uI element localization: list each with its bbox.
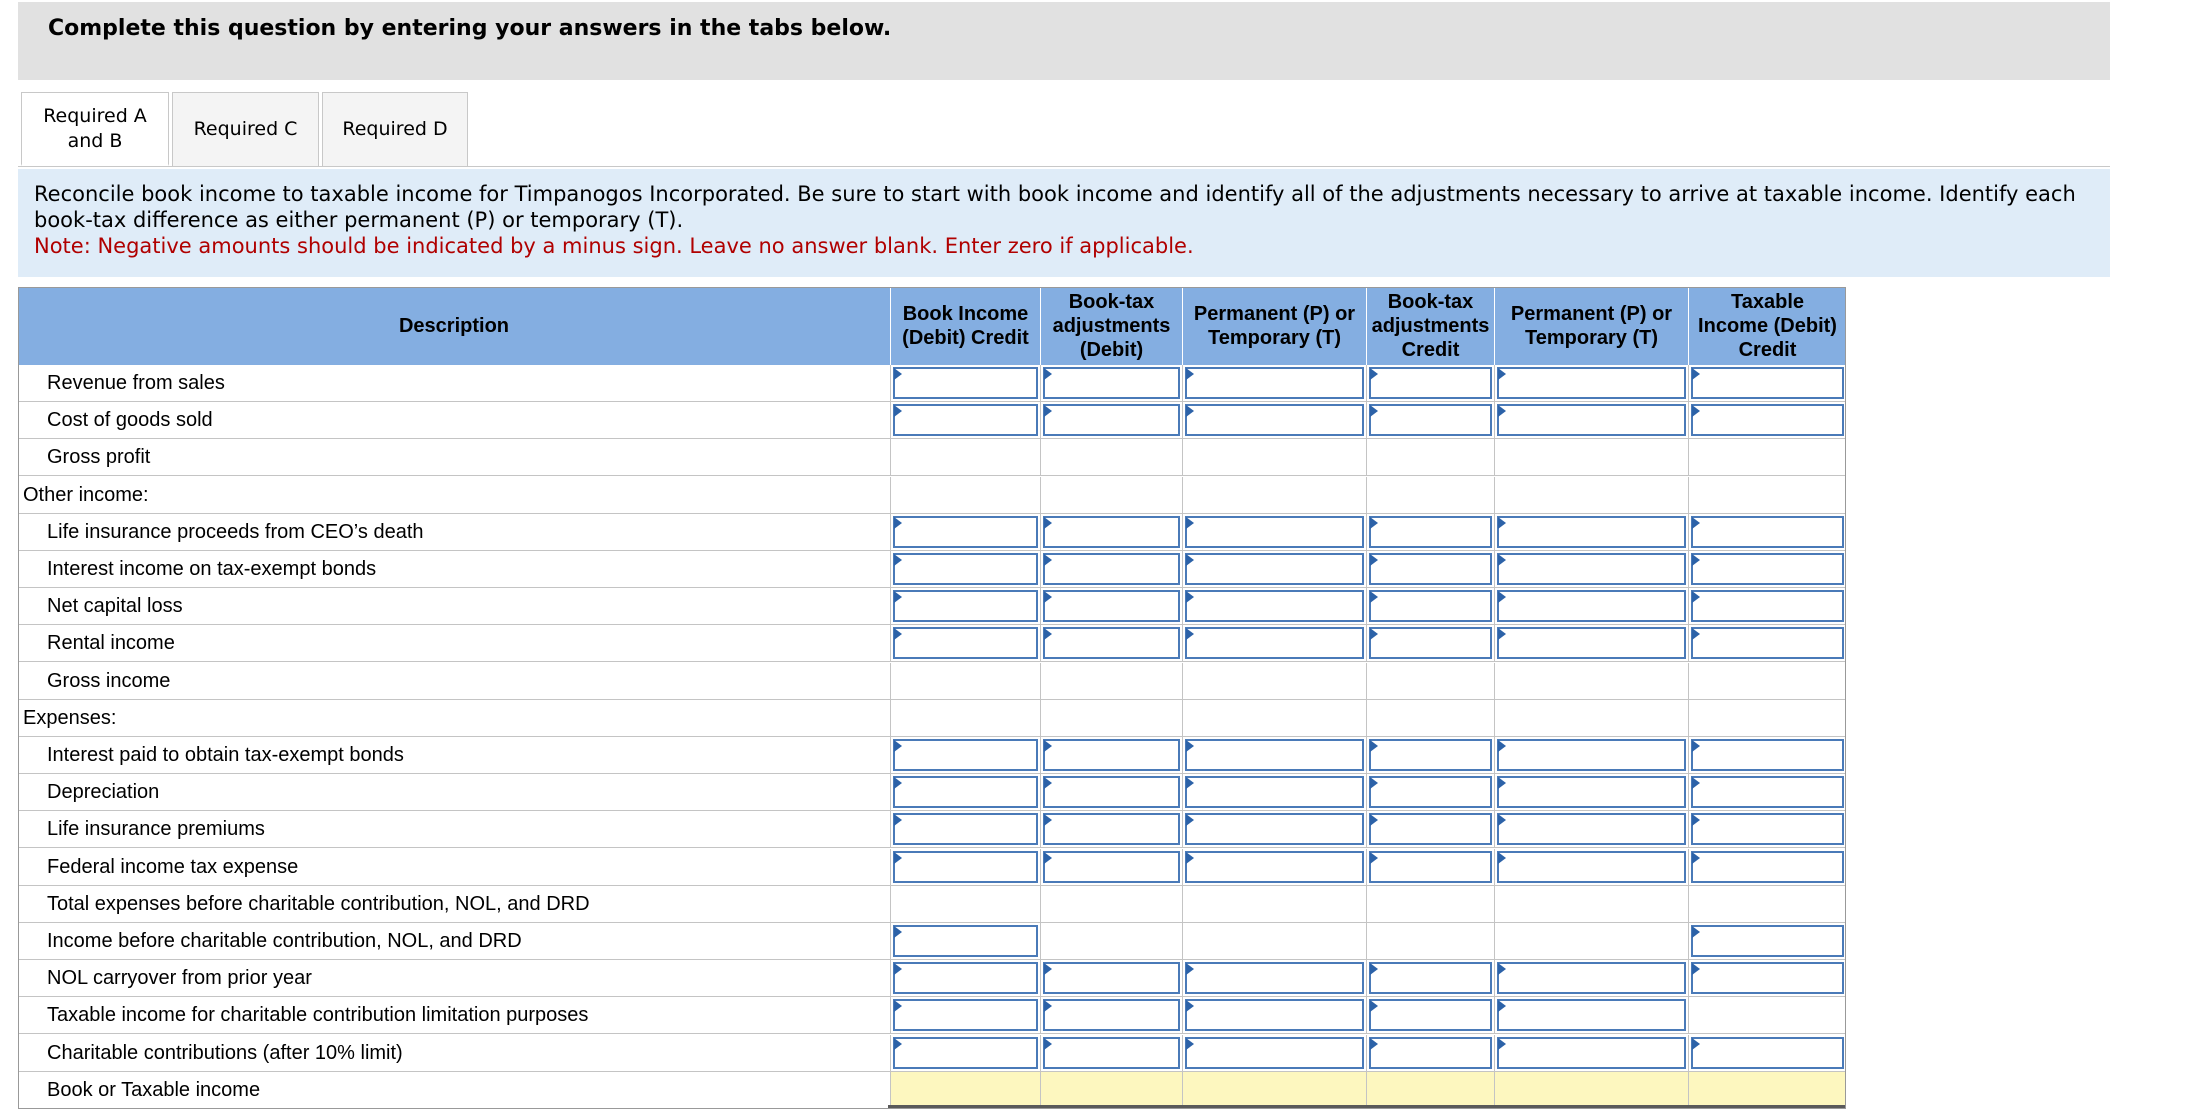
header-text: Book-tax (1387, 291, 1474, 313)
permanent-temporary-1-input[interactable] (1185, 962, 1364, 994)
book-income-input[interactable] (893, 739, 1038, 771)
cell-taxable-income (1689, 1035, 1846, 1071)
cell-book-tax-debit (1041, 663, 1183, 699)
cell-taxable-income (1689, 588, 1846, 624)
cell-book-tax-credit (1367, 365, 1495, 401)
row-description: Revenue from sales (18, 365, 891, 401)
permanent-temporary-1-input[interactable] (1185, 999, 1364, 1031)
header-text: (Debit) Credit (902, 327, 1029, 349)
header-description-label: Description (398, 315, 510, 337)
header-permanent-temporary-1 (1183, 287, 1367, 365)
cell-permanent-temporary-2 (1495, 960, 1689, 996)
tab-required-c[interactable] (172, 92, 319, 166)
cell-permanent-temporary-2 (1495, 588, 1689, 624)
book-tax-credit-input[interactable] (1369, 776, 1492, 808)
cell-taxable-income (1689, 849, 1846, 885)
table-row (18, 663, 1846, 700)
taxable-income-input[interactable] (1691, 962, 1844, 994)
book-tax-debit-input[interactable] (1043, 516, 1180, 548)
row-description: Expenses: (18, 700, 891, 736)
book-tax-credit-input[interactable] (1369, 962, 1492, 994)
book-income-input[interactable] (893, 962, 1038, 994)
row-description: Charitable contributions (after 10% limit) (18, 1035, 891, 1071)
cell-book-income (891, 960, 1041, 996)
permanent-temporary-1-input[interactable] (1185, 367, 1364, 399)
permanent-temporary-2-input[interactable] (1497, 851, 1686, 883)
cell-permanent-temporary-1 (1183, 886, 1367, 922)
cell-book-tax-debit (1041, 588, 1183, 624)
table-row (18, 997, 1846, 1034)
permanent-temporary-1-input[interactable] (1185, 516, 1364, 548)
table-row (18, 402, 1846, 439)
cell-permanent-temporary-1 (1183, 923, 1367, 959)
book-income-input[interactable] (893, 516, 1038, 548)
cell-permanent-temporary-1 (1183, 960, 1367, 996)
cell-permanent-temporary-1 (1183, 365, 1367, 401)
row-description: NOL carryover from prior year (18, 960, 891, 996)
cell-book-income (891, 997, 1041, 1033)
cell-permanent-temporary-1 (1183, 1035, 1367, 1071)
cell-book-tax-credit (1367, 774, 1495, 810)
cell-permanent-temporary-2 (1495, 402, 1689, 438)
header-text: Credit (1738, 339, 1797, 361)
cell-taxable-income (1689, 663, 1846, 699)
cell-permanent-temporary-2 (1495, 1072, 1689, 1108)
cell-book-tax-debit (1041, 477, 1183, 513)
tab-required-d[interactable] (322, 92, 468, 166)
table-row (18, 774, 1846, 811)
permanent-temporary-1-input[interactable] (1185, 590, 1364, 622)
book-income-input[interactable] (893, 404, 1038, 436)
taxable-income-input[interactable] (1691, 590, 1844, 622)
cell-book-tax-debit (1041, 402, 1183, 438)
header-text: Taxable (1731, 291, 1804, 313)
cell-book-income (891, 1072, 1041, 1108)
header-text: (Debit) (1079, 339, 1144, 361)
instructions-note: Note: Negative amounts should be indicated by a minus sign. Leave no answer blank. Enter zero if applicable. (34, 234, 1194, 258)
book-tax-debit-input[interactable] (1043, 851, 1180, 883)
cell-book-tax-credit (1367, 588, 1495, 624)
taxable-income-input[interactable] (1691, 367, 1844, 399)
cell-permanent-temporary-2 (1495, 625, 1689, 661)
cell-book-income (891, 514, 1041, 550)
cell-taxable-income (1689, 811, 1846, 847)
cell-taxable-income (1689, 737, 1846, 773)
book-tax-debit-input[interactable] (1043, 999, 1180, 1031)
cell-book-tax-debit (1041, 700, 1183, 736)
row-description: Interest paid to obtain tax-exempt bonds (18, 737, 891, 773)
cell-book-income (891, 365, 1041, 401)
cell-permanent-temporary-1 (1183, 663, 1367, 699)
cell-book-income (891, 737, 1041, 773)
total-row-underline (888, 1105, 1846, 1109)
cell-permanent-temporary-1 (1183, 997, 1367, 1033)
row-description: Life insurance proceeds from CEO’s death (18, 514, 891, 550)
cell-taxable-income (1689, 923, 1846, 959)
cell-permanent-temporary-1 (1183, 439, 1367, 475)
cell-permanent-temporary-2 (1495, 886, 1689, 922)
book-tax-debit-input[interactable] (1043, 404, 1180, 436)
tab-required-a-and-b[interactable] (21, 92, 169, 166)
row-description: Life insurance premiums (18, 811, 891, 847)
cell-book-tax-credit (1367, 1035, 1495, 1071)
cell-book-tax-credit (1367, 1072, 1495, 1108)
cell-permanent-temporary-2 (1495, 663, 1689, 699)
cell-taxable-income (1689, 997, 1846, 1033)
table-row (18, 700, 1846, 737)
permanent-temporary-1-input[interactable] (1185, 627, 1364, 659)
cell-book-tax-credit (1367, 700, 1495, 736)
cell-permanent-temporary-1 (1183, 551, 1367, 587)
header-text: adjustments (1052, 315, 1171, 337)
header-book-income (891, 287, 1041, 365)
book-tax-credit-input[interactable] (1369, 999, 1492, 1031)
permanent-temporary-1-input[interactable] (1185, 776, 1364, 808)
cell-permanent-temporary-2 (1495, 923, 1689, 959)
header-text: adjustments (1371, 315, 1490, 337)
cell-book-income (891, 477, 1041, 513)
cell-book-tax-debit (1041, 1035, 1183, 1071)
book-tax-credit-input[interactable] (1369, 367, 1492, 399)
cell-book-tax-debit (1041, 997, 1183, 1033)
cell-taxable-income (1689, 477, 1846, 513)
cell-taxable-income (1689, 960, 1846, 996)
cell-permanent-temporary-2 (1495, 700, 1689, 736)
cell-taxable-income (1689, 886, 1846, 922)
header-book-tax-credit (1367, 287, 1495, 365)
tab-divider (18, 166, 2110, 167)
row-description: Other income: (18, 477, 891, 513)
taxable-income-input[interactable] (1691, 776, 1844, 808)
cell-taxable-income (1689, 700, 1846, 736)
table-row (18, 477, 1846, 514)
taxable-income-input[interactable] (1691, 516, 1844, 548)
cell-book-tax-debit (1041, 960, 1183, 996)
taxable-income-input[interactable] (1691, 813, 1844, 845)
cell-permanent-temporary-1 (1183, 402, 1367, 438)
cell-book-tax-credit (1367, 923, 1495, 959)
table-row (18, 960, 1846, 997)
cell-permanent-temporary-2 (1495, 774, 1689, 810)
permanent-temporary-2-input[interactable] (1497, 776, 1686, 808)
taxable-income-input[interactable] (1691, 404, 1844, 436)
cell-permanent-temporary-2 (1495, 365, 1689, 401)
permanent-temporary-2-input[interactable] (1497, 999, 1686, 1031)
cell-book-tax-credit (1367, 849, 1495, 885)
row-description: Gross income (18, 663, 891, 699)
book-income-input[interactable] (893, 553, 1038, 585)
cell-taxable-income (1689, 551, 1846, 587)
cell-permanent-temporary-1 (1183, 588, 1367, 624)
cell-book-tax-credit (1367, 997, 1495, 1033)
book-tax-credit-input[interactable] (1369, 553, 1492, 585)
cell-book-tax-debit (1041, 849, 1183, 885)
book-income-input[interactable] (893, 813, 1038, 845)
cell-book-tax-credit (1367, 625, 1495, 661)
banner-title: Complete this question by entering your answers in the tabs below. (48, 16, 892, 41)
cell-book-income (891, 700, 1041, 736)
cell-book-tax-credit (1367, 551, 1495, 587)
cell-permanent-temporary-1 (1183, 625, 1367, 661)
cell-permanent-temporary-2 (1495, 849, 1689, 885)
cell-permanent-temporary-2 (1495, 1035, 1689, 1071)
header-taxable-income (1689, 287, 1846, 365)
cell-book-tax-debit (1041, 923, 1183, 959)
cell-book-income (891, 811, 1041, 847)
book-tax-debit-input[interactable] (1043, 776, 1180, 808)
permanent-temporary-1-input[interactable] (1185, 813, 1364, 845)
cell-book-income (891, 439, 1041, 475)
header-text: Credit (1401, 339, 1460, 361)
cell-book-tax-credit (1367, 886, 1495, 922)
permanent-temporary-2-input[interactable] (1497, 739, 1686, 771)
table-row (18, 811, 1846, 848)
book-tax-credit-input[interactable] (1369, 404, 1492, 436)
cell-book-tax-debit (1041, 551, 1183, 587)
row-description: Total expenses before charitable contribution, NOL, and DRD (18, 886, 891, 922)
book-tax-debit-input[interactable] (1043, 553, 1180, 585)
cell-taxable-income (1689, 439, 1846, 475)
book-tax-credit-input[interactable] (1369, 739, 1492, 771)
cell-permanent-temporary-1 (1183, 477, 1367, 513)
cell-permanent-temporary-1 (1183, 737, 1367, 773)
taxable-income-input[interactable] (1691, 627, 1844, 659)
row-description: Book or Taxable income (18, 1072, 891, 1108)
header-text: Temporary (T) (1208, 327, 1341, 349)
book-income-input[interactable] (893, 925, 1038, 957)
book-tax-debit-input[interactable] (1043, 962, 1180, 994)
permanent-temporary-2-input[interactable] (1497, 367, 1686, 399)
book-income-input[interactable] (893, 367, 1038, 399)
book-income-input[interactable] (893, 590, 1038, 622)
permanent-temporary-2-input[interactable] (1497, 404, 1686, 436)
header-text: Temporary (T) (1525, 327, 1658, 349)
book-tax-credit-input[interactable] (1369, 1037, 1492, 1069)
table-row (18, 439, 1846, 476)
cell-permanent-temporary-1 (1183, 811, 1367, 847)
row-description: Net capital loss (18, 588, 891, 624)
cell-book-tax-debit (1041, 811, 1183, 847)
cell-book-tax-debit (1041, 625, 1183, 661)
cell-book-tax-debit (1041, 365, 1183, 401)
instructions-panel (18, 169, 2110, 277)
row-description: Federal income tax expense (18, 849, 891, 885)
cell-permanent-temporary-1 (1183, 1072, 1367, 1108)
cell-book-income (891, 849, 1041, 885)
cell-permanent-temporary-2 (1495, 811, 1689, 847)
table-row (18, 923, 1846, 960)
book-tax-credit-input[interactable] (1369, 813, 1492, 845)
permanent-temporary-2-input[interactable] (1497, 813, 1686, 845)
table-row (18, 588, 1846, 625)
table-row (18, 625, 1846, 662)
cell-permanent-temporary-2 (1495, 439, 1689, 475)
cell-permanent-temporary-1 (1183, 774, 1367, 810)
row-description: Income before charitable contribution, NOL, and DRD (18, 923, 891, 959)
cell-permanent-temporary-1 (1183, 700, 1367, 736)
header-book-tax-debit (1041, 287, 1183, 365)
book-tax-debit-input[interactable] (1043, 813, 1180, 845)
cell-permanent-temporary-2 (1495, 477, 1689, 513)
taxable-income-input[interactable] (1691, 553, 1844, 585)
table-row (18, 514, 1846, 551)
table-row (18, 365, 1846, 402)
cell-book-income (891, 625, 1041, 661)
header-text: Book Income (902, 303, 1029, 325)
cell-book-income (891, 886, 1041, 922)
book-tax-debit-input[interactable] (1043, 590, 1180, 622)
instructions-banner (18, 2, 2110, 80)
tab-label: Required D (342, 118, 448, 140)
book-income-input[interactable] (893, 851, 1038, 883)
cell-book-tax-credit (1367, 514, 1495, 550)
row-description: Interest income on tax-exempt bonds (18, 551, 891, 587)
row-description: Depreciation (18, 774, 891, 810)
table-row (18, 1072, 1846, 1109)
book-tax-credit-input[interactable] (1369, 851, 1492, 883)
cell-taxable-income (1689, 402, 1846, 438)
row-description: Gross profit (18, 439, 891, 475)
permanent-temporary-1-input[interactable] (1185, 404, 1364, 436)
cell-book-tax-credit (1367, 737, 1495, 773)
header-text: Permanent (P) or (1193, 303, 1356, 325)
cell-taxable-income (1689, 365, 1846, 401)
permanent-temporary-2-input[interactable] (1497, 516, 1686, 548)
permanent-temporary-2-input[interactable] (1497, 962, 1686, 994)
permanent-temporary-1-input[interactable] (1185, 553, 1364, 585)
permanent-temporary-2-input[interactable] (1497, 590, 1686, 622)
cell-book-tax-credit (1367, 811, 1495, 847)
cell-permanent-temporary-2 (1495, 997, 1689, 1033)
cell-taxable-income (1689, 774, 1846, 810)
book-income-input[interactable] (893, 627, 1038, 659)
table-row (18, 737, 1846, 774)
cell-book-tax-credit (1367, 960, 1495, 996)
book-tax-credit-input[interactable] (1369, 627, 1492, 659)
cell-book-income (891, 551, 1041, 587)
cell-book-income (891, 1035, 1041, 1071)
header-text: Book-tax (1068, 291, 1155, 313)
book-tax-debit-input[interactable] (1043, 739, 1180, 771)
row-description: Rental income (18, 625, 891, 661)
cell-book-tax-credit (1367, 477, 1495, 513)
cell-book-income (891, 774, 1041, 810)
row-description: Cost of goods sold (18, 402, 891, 438)
header-permanent-temporary-2 (1495, 287, 1689, 365)
cell-taxable-income (1689, 625, 1846, 661)
cell-book-tax-debit (1041, 886, 1183, 922)
tab-label-line2: and B (67, 129, 123, 152)
cell-book-tax-debit (1041, 1072, 1183, 1108)
header-text: Income (Debit) (1698, 315, 1837, 337)
table-row (18, 551, 1846, 588)
permanent-temporary-2-input[interactable] (1497, 553, 1686, 585)
cell-book-tax-credit (1367, 663, 1495, 699)
cell-book-tax-debit (1041, 514, 1183, 550)
permanent-temporary-2-input[interactable] (1497, 1037, 1686, 1069)
permanent-temporary-1-input[interactable] (1185, 851, 1364, 883)
cell-book-income (891, 588, 1041, 624)
book-tax-credit-input[interactable] (1369, 590, 1492, 622)
cell-permanent-temporary-2 (1495, 514, 1689, 550)
permanent-temporary-1-input[interactable] (1185, 1037, 1364, 1069)
cell-book-income (891, 402, 1041, 438)
cell-book-tax-credit (1367, 439, 1495, 475)
cell-taxable-income (1689, 1072, 1846, 1108)
book-income-input[interactable] (893, 776, 1038, 808)
taxable-income-input[interactable] (1691, 851, 1844, 883)
cell-permanent-temporary-2 (1495, 551, 1689, 587)
book-income-input[interactable] (893, 999, 1038, 1031)
cell-permanent-temporary-1 (1183, 514, 1367, 550)
cell-book-tax-credit (1367, 402, 1495, 438)
cell-book-tax-debit (1041, 774, 1183, 810)
table-row (18, 849, 1846, 886)
book-income-input[interactable] (893, 1037, 1038, 1069)
book-tax-debit-input[interactable] (1043, 1037, 1180, 1069)
row-description: Taxable income for charitable contribution limitation purposes (18, 997, 891, 1033)
permanent-temporary-2-input[interactable] (1497, 627, 1686, 659)
cell-book-tax-debit (1041, 737, 1183, 773)
permanent-temporary-1-input[interactable] (1185, 739, 1364, 771)
cell-permanent-temporary-2 (1495, 737, 1689, 773)
table-row (18, 886, 1846, 923)
book-tax-debit-input[interactable] (1043, 627, 1180, 659)
cell-book-income (891, 663, 1041, 699)
tab-label-line1: Required A (43, 104, 147, 127)
header-description (18, 287, 891, 365)
taxable-income-input[interactable] (1691, 1037, 1844, 1069)
taxable-income-input[interactable] (1691, 739, 1844, 771)
book-tax-credit-input[interactable] (1369, 516, 1492, 548)
instructions-text: Reconcile book income to taxable income for Timpanogos Incorporated. Be sure to start with book income and identify all of the adjustments necessary to arrive at taxable income. Identify each book-tax difference as either permanent (P) or temporary (T). (34, 182, 2076, 232)
cell-book-income (891, 923, 1041, 959)
cell-book-tax-debit (1041, 439, 1183, 475)
header-text: Permanent (P) or (1510, 303, 1673, 325)
cell-taxable-income (1689, 514, 1846, 550)
table-row (18, 1035, 1846, 1072)
cell-permanent-temporary-1 (1183, 849, 1367, 885)
taxable-income-input[interactable] (1691, 925, 1844, 957)
tab-label: Required C (193, 118, 298, 140)
book-tax-debit-input[interactable] (1043, 367, 1180, 399)
